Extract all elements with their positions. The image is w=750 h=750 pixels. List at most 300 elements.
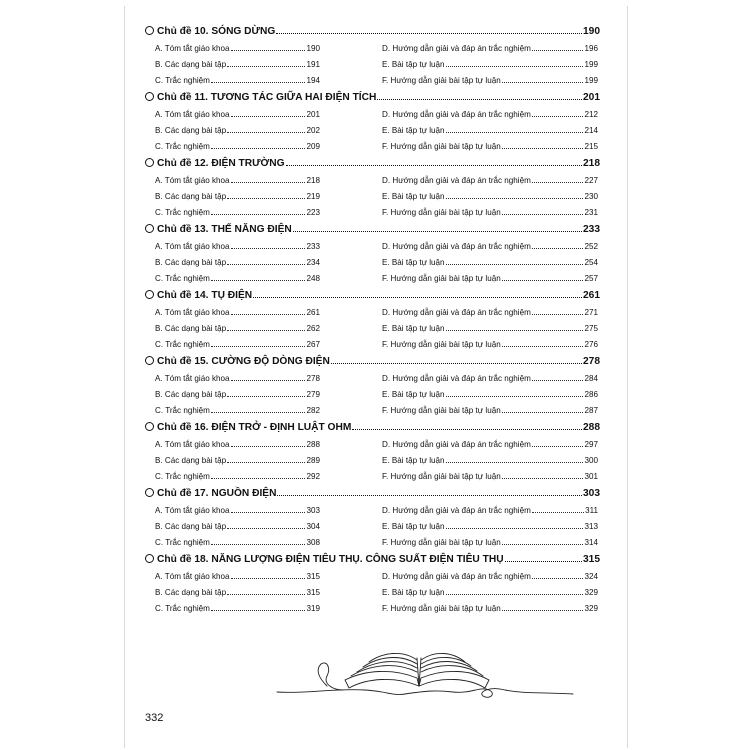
section-rows	[145, 499, 600, 547]
entry-label: C. Trắc nghiệm	[155, 274, 210, 283]
entry-label: F. Hướng dẫn giải bài tập tự luận	[382, 538, 501, 547]
toc-row	[145, 53, 600, 69]
chapter-title: Chủ đề 17. NGUỒN ĐIỆN	[157, 488, 277, 499]
entry-page-number: 300	[584, 456, 598, 465]
entry-page-number: 257	[584, 274, 598, 283]
entry-page-number: 215	[584, 142, 598, 151]
entry-page-number: 314	[584, 538, 598, 547]
dot-leader	[227, 462, 305, 463]
entry-page-number: 278	[306, 374, 320, 383]
entry-page-number: 329	[584, 588, 598, 597]
dot-leader	[231, 380, 306, 381]
entry-page-number: 267	[306, 340, 320, 349]
toc-row	[145, 201, 600, 217]
toc-row	[145, 69, 600, 85]
toc-entry[interactable]	[382, 76, 598, 85]
entry-page-number: 324	[584, 572, 598, 581]
chapter-title: Chủ đề 11. TƯƠNG TÁC GIỮA HAI ĐIỆN TÍCH	[157, 92, 377, 103]
chapter-page-number: 201	[583, 92, 600, 103]
bullet-circle-icon	[145, 422, 154, 431]
chapter-heading[interactable]	[145, 482, 600, 499]
chapter-heading[interactable]	[145, 284, 600, 301]
toc-entry[interactable]	[145, 538, 320, 547]
dot-leader	[446, 462, 584, 463]
page-number: 332	[145, 712, 164, 724]
toc-entry[interactable]	[382, 374, 598, 383]
entry-page-number: 212	[584, 110, 598, 119]
entry-label: F. Hướng dẫn giải bài tập tự luận	[382, 142, 501, 151]
toc-row	[145, 383, 600, 399]
entry-page-number: 282	[306, 406, 320, 415]
entry-label: B. Các dạng bài tập	[155, 522, 227, 531]
entry-label: B. Các dạng bài tập	[155, 126, 227, 135]
toc-entry[interactable]	[382, 572, 598, 581]
entry-label: B. Các dạng bài tập	[155, 588, 227, 597]
entry-label: B. Các dạng bài tập	[155, 390, 227, 399]
entry-label: D. Hướng dẫn giải và đáp án trắc nghiệm	[382, 572, 531, 581]
entry-label: E. Bài tập tự luận	[382, 192, 445, 201]
chapter-page-number: 278	[583, 356, 600, 367]
dot-leader	[231, 512, 306, 513]
entry-page-number: 199	[584, 60, 598, 69]
chapter-title: Chủ đề 18. NĂNG LƯỢNG ĐIỆN TIÊU THỤ. CÔNG SUẤT ĐIỆN TIÊU THỤ	[157, 554, 504, 565]
entry-label: F. Hướng dẫn giải bài tập tự luận	[382, 406, 501, 415]
section-rows	[145, 169, 600, 217]
chapter-title: Chủ đề 10. SÓNG DỪNG	[157, 26, 276, 37]
toc-entry[interactable]	[382, 324, 598, 333]
toc-entry[interactable]	[382, 472, 598, 481]
entry-page-number: 234	[306, 258, 320, 267]
toc-row	[145, 465, 600, 481]
toc-chapter	[145, 20, 600, 86]
entry-label: D. Hướng dẫn giải và đáp án trắc nghiệm	[382, 110, 531, 119]
entry-page-number: 194	[306, 76, 320, 85]
toc-entry[interactable]	[382, 406, 598, 415]
toc-entry[interactable]	[145, 604, 320, 613]
entry-label: A. Tóm tắt giáo khoa	[155, 110, 230, 119]
entry-page-number: 219	[306, 192, 320, 201]
toc-entry[interactable]	[382, 258, 598, 267]
toc-entry[interactable]	[145, 76, 320, 85]
dot-leader	[446, 396, 584, 397]
entry-page-number: 262	[306, 324, 320, 333]
chapter-title: Chủ đề 16. ĐIỆN TRỞ - ĐỊNH LUẬT OHM	[157, 422, 352, 433]
chapter-page-number: 288	[583, 422, 600, 433]
dot-leader	[446, 198, 584, 199]
toc-row	[145, 433, 600, 449]
section-rows	[145, 37, 600, 85]
entry-label: F. Hướng dẫn giải bài tập tự luận	[382, 604, 501, 613]
entry-label: E. Bài tập tự luận	[382, 258, 445, 267]
toc-row	[145, 367, 600, 383]
toc-row	[145, 267, 600, 283]
entry-label: C. Trắc nghiệm	[155, 472, 210, 481]
entry-page-number: 214	[584, 126, 598, 135]
chapter-heading[interactable]	[145, 416, 600, 433]
entry-label: B. Các dạng bài tập	[155, 258, 227, 267]
entry-page-number: 252	[584, 242, 598, 251]
dot-leader	[211, 214, 306, 215]
dot-leader	[231, 578, 306, 579]
toc-row	[145, 135, 600, 151]
entry-label: A. Tóm tắt giáo khoa	[155, 572, 230, 581]
entry-label: B. Các dạng bài tập	[155, 324, 227, 333]
chapter-page-number: 218	[583, 158, 600, 169]
entry-label: D. Hướng dẫn giải và đáp án trắc nghiệm	[382, 506, 531, 515]
entry-label: E. Bài tập tự luận	[382, 126, 445, 135]
entry-label: C. Trắc nghiệm	[155, 76, 210, 85]
bullet-circle-icon	[145, 26, 154, 35]
section-rows	[145, 235, 600, 283]
toc-row	[145, 37, 600, 53]
toc-entry[interactable]	[382, 604, 598, 613]
entry-page-number: 248	[306, 274, 320, 283]
section-rows	[145, 367, 600, 415]
entry-page-number: 190	[306, 44, 320, 53]
toc-entry[interactable]	[145, 340, 320, 349]
dot-leader	[352, 429, 582, 430]
dot-leader	[227, 396, 305, 397]
toc-row	[145, 251, 600, 267]
toc-entry[interactable]	[145, 588, 320, 597]
entry-label: A. Tóm tắt giáo khoa	[155, 242, 230, 251]
chapter-heading[interactable]	[145, 152, 600, 169]
dot-leader	[231, 248, 306, 249]
toc-entry[interactable]	[382, 308, 598, 317]
toc-entry[interactable]	[382, 456, 598, 465]
toc-entry[interactable]	[382, 176, 598, 185]
entry-label: D. Hướng dẫn giải và đáp án trắc nghiệm	[382, 308, 531, 317]
dot-leader	[211, 346, 306, 347]
toc-entry[interactable]	[382, 110, 598, 119]
entry-page-number: 313	[584, 522, 598, 531]
bullet-circle-icon	[145, 224, 154, 233]
dot-leader	[211, 478, 306, 479]
section-rows	[145, 433, 600, 481]
toc-chapter	[145, 416, 600, 482]
entry-label: A. Tóm tắt giáo khoa	[155, 506, 230, 515]
toc-row	[145, 235, 600, 251]
dot-leader	[231, 446, 306, 447]
dot-leader	[532, 248, 584, 249]
entry-label: E. Bài tập tự luận	[382, 588, 445, 597]
bullet-circle-icon	[145, 290, 154, 299]
toc-entry[interactable]	[382, 60, 598, 69]
toc-row	[145, 565, 600, 581]
toc-entry[interactable]	[145, 176, 320, 185]
entry-page-number: 289	[306, 456, 320, 465]
toc-entry[interactable]	[382, 390, 598, 399]
section-rows	[145, 103, 600, 151]
dot-leader	[331, 363, 582, 364]
toc-entry[interactable]	[145, 406, 320, 415]
dot-leader	[446, 66, 584, 67]
dot-leader	[211, 412, 306, 413]
chapter-page-number: 190	[583, 26, 600, 37]
dot-leader	[231, 314, 306, 315]
entry-page-number: 319	[306, 604, 320, 613]
entry-label: D. Hướng dẫn giải và đáp án trắc nghiệm	[382, 374, 531, 383]
toc-entry[interactable]	[145, 44, 320, 53]
toc-entry[interactable]	[382, 142, 598, 151]
toc-chapter	[145, 350, 600, 416]
entry-label: A. Tóm tắt giáo khoa	[155, 308, 230, 317]
section-rows	[145, 301, 600, 349]
entry-page-number: 271	[584, 308, 598, 317]
toc-entry[interactable]	[145, 208, 320, 217]
toc-entry[interactable]	[382, 588, 598, 597]
entry-page-number: 287	[584, 406, 598, 415]
entry-label: C. Trắc nghiệm	[155, 406, 210, 415]
toc-entry[interactable]	[145, 308, 320, 317]
entry-label: D. Hướng dẫn giải và đáp án trắc nghiệm	[382, 44, 531, 53]
dot-leader	[502, 610, 584, 611]
entry-page-number: 308	[306, 538, 320, 547]
entry-label: B. Các dạng bài tập	[155, 192, 227, 201]
entry-page-number: 196	[584, 44, 598, 53]
entry-label: C. Trắc nghiệm	[155, 208, 210, 217]
toc-row	[145, 531, 600, 547]
toc-row	[145, 103, 600, 119]
entry-label: E. Bài tập tự luận	[382, 522, 445, 531]
entry-label: A. Tóm tắt giáo khoa	[155, 176, 230, 185]
toc-entry[interactable]	[145, 456, 320, 465]
entry-label: E. Bài tập tự luận	[382, 390, 445, 399]
toc-row	[145, 317, 600, 333]
toc-row	[145, 169, 600, 185]
dot-leader	[211, 148, 306, 149]
entry-label: C. Trắc nghiệm	[155, 142, 210, 151]
dot-leader	[532, 116, 584, 117]
toc-entry[interactable]	[145, 242, 320, 251]
dot-leader	[502, 280, 584, 281]
entry-label: C. Trắc nghiệm	[155, 604, 210, 613]
toc-entry[interactable]	[145, 274, 320, 283]
entry-label: D. Hướng dẫn giải và đáp án trắc nghiệm	[382, 440, 531, 449]
dot-leader	[377, 99, 582, 100]
dot-leader	[502, 346, 584, 347]
entry-page-number: 276	[584, 340, 598, 349]
entry-label: A. Tóm tắt giáo khoa	[155, 374, 230, 383]
chapter-title: Chủ đề 15. CƯỜNG ĐỘ DÒNG ĐIỆN	[157, 356, 330, 367]
entry-page-number: 230	[584, 192, 598, 201]
dot-leader	[446, 264, 584, 265]
dot-leader	[227, 528, 305, 529]
dot-leader	[532, 314, 584, 315]
toc-entry[interactable]	[382, 522, 598, 531]
entry-page-number: 304	[306, 522, 320, 531]
dot-leader	[532, 578, 584, 579]
toc-chapter	[145, 152, 600, 218]
toc-entry[interactable]	[145, 522, 320, 531]
entry-label: C. Trắc nghiệm	[155, 538, 210, 547]
dot-leader	[227, 132, 305, 133]
entry-label: F. Hướng dẫn giải bài tập tự luận	[382, 472, 501, 481]
entry-page-number: 288	[306, 440, 320, 449]
dot-leader	[293, 231, 582, 232]
dot-leader	[227, 264, 305, 265]
bullet-circle-icon	[145, 488, 154, 497]
dot-leader	[446, 594, 584, 595]
chapter-title: Chủ đề 13. THẾ NĂNG ĐIỆN	[157, 224, 292, 235]
dot-leader	[505, 561, 582, 562]
dot-leader	[446, 330, 584, 331]
toc-row	[145, 499, 600, 515]
entry-label: D. Hướng dẫn giải và đáp án trắc nghiệm	[382, 176, 531, 185]
toc-row	[145, 597, 600, 613]
toc-entry[interactable]	[145, 506, 320, 515]
toc-entry[interactable]	[145, 440, 320, 449]
entry-page-number: 254	[584, 258, 598, 267]
entry-label: E. Bài tập tự luận	[382, 324, 445, 333]
dot-leader	[502, 544, 584, 545]
dot-leader	[502, 82, 584, 83]
toc-entry[interactable]	[145, 472, 320, 481]
dot-leader	[277, 495, 582, 496]
dot-leader	[253, 297, 582, 298]
entry-page-number: 311	[585, 506, 598, 515]
entry-label: A. Tóm tắt giáo khoa	[155, 44, 230, 53]
toc-entry[interactable]	[382, 440, 598, 449]
dot-leader	[502, 148, 584, 149]
toc-entry[interactable]	[382, 44, 598, 53]
toc-entry[interactable]	[382, 208, 598, 217]
toc-entry[interactable]	[382, 126, 598, 135]
dot-leader	[227, 330, 305, 331]
entry-label: B. Các dạng bài tập	[155, 456, 227, 465]
dot-leader	[532, 182, 584, 183]
bullet-circle-icon	[145, 92, 154, 101]
chapter-heading[interactable]	[145, 548, 600, 565]
entry-page-number: 202	[306, 126, 320, 135]
chapter-page-number: 315	[583, 554, 600, 565]
entry-page-number: 301	[584, 472, 598, 481]
toc-row	[145, 515, 600, 531]
bullet-circle-icon	[145, 356, 154, 365]
chapter-title: Chủ đề 14. TỤ ĐIỆN	[157, 290, 253, 301]
toc-chapter	[145, 482, 600, 548]
dot-leader	[211, 544, 306, 545]
chapter-heading[interactable]	[145, 20, 600, 37]
toc-entry[interactable]	[145, 324, 320, 333]
entry-label: A. Tóm tắt giáo khoa	[155, 440, 230, 449]
entry-label: F. Hướng dẫn giải bài tập tự luận	[382, 340, 501, 349]
toc-entry[interactable]	[145, 60, 320, 69]
toc-entry[interactable]	[145, 390, 320, 399]
chapter-page-number: 233	[583, 224, 600, 235]
entry-page-number: 284	[584, 374, 598, 383]
toc-entry[interactable]	[145, 126, 320, 135]
toc-row	[145, 185, 600, 201]
dot-leader	[211, 82, 306, 83]
dot-leader	[286, 165, 582, 166]
chapter-heading[interactable]	[145, 86, 600, 103]
section-rows	[145, 565, 600, 613]
chapter-title: Chủ đề 12. ĐIỆN TRƯỜNG	[157, 158, 285, 169]
entry-page-number: 315	[306, 572, 320, 581]
entry-label: E. Bài tập tự luận	[382, 60, 445, 69]
entry-label: E. Bài tập tự luận	[382, 456, 445, 465]
entry-page-number: 199	[584, 76, 598, 85]
entry-label: F. Hướng dẫn giải bài tập tự luận	[382, 274, 501, 283]
dot-leader	[446, 132, 584, 133]
dot-leader	[227, 198, 305, 199]
entry-label: D. Hướng dẫn giải và đáp án trắc nghiệm	[382, 242, 531, 251]
entry-page-number: 286	[584, 390, 598, 399]
entry-page-number: 218	[306, 176, 320, 185]
entry-page-number: 227	[584, 176, 598, 185]
dot-leader	[231, 182, 306, 183]
toc-entry[interactable]	[382, 274, 598, 283]
entry-label: C. Trắc nghiệm	[155, 340, 210, 349]
entry-page-number: 275	[584, 324, 598, 333]
entry-page-number: 201	[306, 110, 320, 119]
open-book-ornament-icon	[275, 634, 575, 702]
dot-leader	[227, 66, 305, 67]
dot-leader	[211, 610, 306, 611]
toc-entry[interactable]	[382, 538, 598, 547]
toc-row	[145, 119, 600, 135]
toc-entry[interactable]	[145, 572, 320, 581]
entry-label: F. Hướng dẫn giải bài tập tự luận	[382, 208, 501, 217]
toc-entry[interactable]	[382, 340, 598, 349]
toc-entry[interactable]	[382, 242, 598, 251]
entry-label: B. Các dạng bài tập	[155, 60, 227, 69]
toc-chapter	[145, 86, 600, 152]
toc-entry[interactable]	[145, 374, 320, 383]
dot-leader	[532, 512, 584, 513]
dot-leader	[227, 594, 305, 595]
toc-entry[interactable]	[145, 142, 320, 151]
dot-leader	[502, 412, 584, 413]
toc-chapter	[145, 284, 600, 350]
dot-leader	[532, 50, 584, 51]
dot-leader	[211, 280, 306, 281]
dot-leader	[276, 33, 582, 34]
toc-row	[145, 449, 600, 465]
toc-entry[interactable]	[145, 258, 320, 267]
entry-page-number: 279	[306, 390, 320, 399]
dot-leader	[231, 50, 306, 51]
entry-label: F. Hướng dẫn giải bài tập tự luận	[382, 76, 501, 85]
toc-entry[interactable]	[145, 192, 320, 201]
toc-entry[interactable]	[145, 110, 320, 119]
toc-row	[145, 333, 600, 349]
dot-leader	[446, 528, 584, 529]
toc-row	[145, 581, 600, 597]
dot-leader	[231, 116, 306, 117]
toc-row	[145, 399, 600, 415]
bullet-circle-icon	[145, 158, 154, 167]
entry-page-number: 261	[306, 308, 320, 317]
entry-page-number: 231	[584, 208, 598, 217]
entry-page-number: 223	[306, 208, 320, 217]
dot-leader	[532, 380, 584, 381]
chapter-page-number: 261	[583, 290, 600, 301]
toc-entry[interactable]	[382, 192, 598, 201]
entry-page-number: 315	[306, 588, 320, 597]
entry-page-number: 209	[306, 142, 320, 151]
dot-leader	[532, 446, 584, 447]
chapter-heading[interactable]	[145, 218, 600, 235]
entry-page-number: 292	[306, 472, 320, 481]
chapter-page-number: 303	[583, 488, 600, 499]
toc-entry[interactable]	[382, 506, 598, 515]
entry-page-number: 329	[584, 604, 598, 613]
dot-leader	[502, 478, 584, 479]
toc-chapter	[145, 218, 600, 284]
chapter-heading[interactable]	[145, 350, 600, 367]
